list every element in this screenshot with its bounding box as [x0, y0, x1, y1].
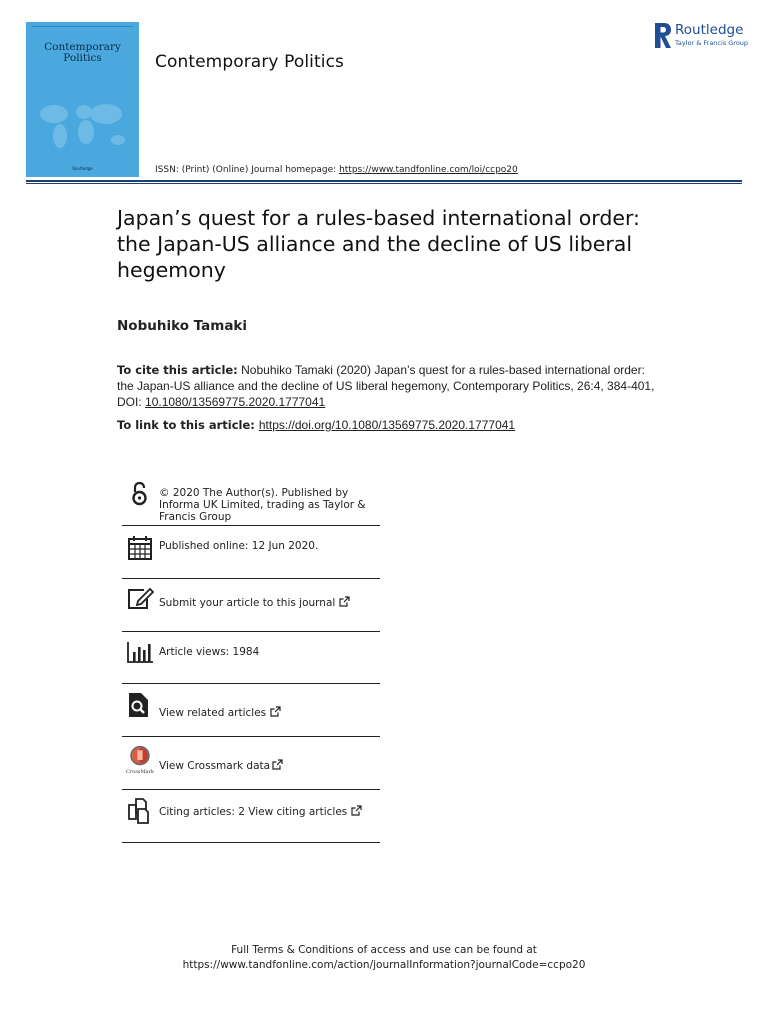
submit-article-label: Submit your article to this journal — [159, 597, 336, 609]
routledge-r-icon — [654, 22, 672, 49]
article-link-line — [117, 418, 515, 432]
citation-text: Nobuhiko Tamaki (2020) Japan’s quest for a rules-based international order: the Japan-US alliance and the decline of US liberal hegemony, Contemporary Politics, 26:4, 384-401, DOI: — [117, 363, 655, 409]
issn-line — [155, 165, 518, 175]
citation-doi-link[interactable]: 10.1080/13569775.2020.1777041 — [145, 395, 326, 409]
views-item — [122, 632, 380, 684]
edit-icon — [126, 586, 154, 614]
journal-name: Contemporary Politics — [155, 52, 344, 72]
bar-chart-icon — [126, 638, 154, 666]
external-link-icon — [339, 596, 350, 607]
logo-group: Taylor & Francis Group — [675, 39, 749, 47]
view-related-label: View related articles — [159, 707, 267, 719]
article-doi-url[interactable]: https://doi.org/10.1080/13569775.2020.1777041 — [258, 418, 516, 432]
journal-cover-image — [26, 22, 139, 177]
header-rule — [26, 180, 742, 182]
header-rule-thin — [26, 183, 742, 184]
document-search-icon — [126, 691, 154, 719]
cover-title — [26, 42, 139, 64]
article-link-label: To link to this article: — [117, 418, 255, 432]
crossmark-logo-text: CrossMark — [126, 769, 154, 775]
routledge-logo — [652, 20, 752, 50]
citation-block — [117, 362, 657, 410]
logo-name: Routledge — [675, 22, 744, 38]
submit-item[interactable] — [122, 579, 380, 632]
citation-label: To cite this article: — [117, 363, 238, 377]
world-map-graphic — [32, 94, 132, 154]
view-crossmark-label: View Crossmark data — [159, 760, 271, 772]
view-crossmark-link[interactable] — [159, 759, 384, 772]
cover-top-rule — [32, 26, 133, 30]
view-related-articles-link[interactable] — [159, 706, 384, 719]
citing-item[interactable] — [122, 790, 380, 843]
published-date-text: Published online: 12 Jun 2020. — [159, 540, 319, 552]
journal-homepage-link[interactable]: https://www.tandfonline.com/loi/ccpo20 — [339, 165, 518, 175]
license-item — [122, 478, 380, 526]
issn-text: ISSN: (Print) (Online) Journal homepage: — [155, 165, 340, 175]
cover-title-line2: Politics — [63, 52, 102, 64]
article-author: Nobuhiko Tamaki — [117, 318, 248, 334]
cover-title-line1: Contemporary — [44, 41, 121, 53]
published-item — [122, 526, 380, 579]
crossmark-item[interactable] — [122, 737, 380, 790]
article-info-list — [122, 478, 380, 843]
license-text: © 2020 The Author(s). Published by Informa UK Limited, trading as Taylor & Francis Group — [159, 487, 366, 523]
calendar-icon — [126, 534, 154, 562]
article-title: Japan’s quest for a rules-based international order: the Japan-US alliance and the decline of US liberal hegemony — [117, 206, 640, 282]
article-views-text: Article views: 1984 — [159, 646, 260, 658]
external-link-icon — [270, 706, 281, 717]
cover-publisher: Routledge — [72, 166, 93, 171]
terms-link[interactable]: https://www.tandfonline.com/action/journalInformation?journalCode=ccpo20 — [182, 959, 586, 971]
citing-articles-link[interactable] — [159, 805, 384, 818]
terms-footer — [0, 943, 768, 973]
external-link-icon — [272, 759, 283, 770]
related-item[interactable] — [122, 684, 380, 737]
citing-documents-icon — [126, 797, 154, 825]
terms-line1: Full Terms & Conditions of access and use can be found at — [231, 944, 537, 956]
citing-articles-label: Citing articles: 2 View citing articles — [159, 806, 348, 818]
external-link-icon — [351, 805, 362, 816]
submit-article-link[interactable] — [159, 596, 384, 609]
open-access-icon — [126, 480, 154, 508]
